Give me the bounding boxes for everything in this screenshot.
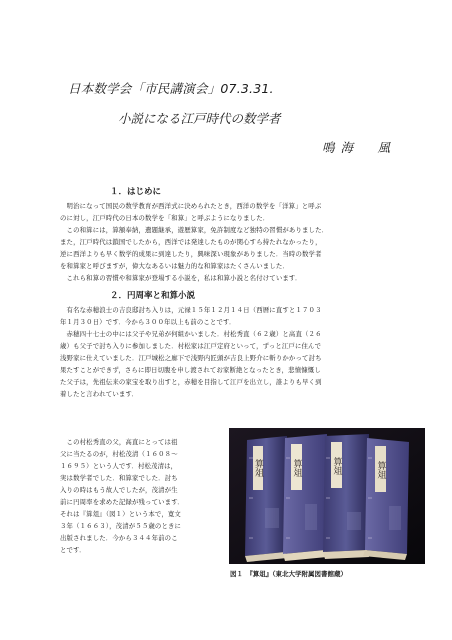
event-title: 日本数学会「市民講演会」07.3.31. bbox=[68, 81, 274, 96]
book-photo bbox=[229, 428, 425, 564]
section-1-heading: １．はじめに bbox=[110, 187, 162, 197]
text-line: 明治になって国民の数学教育が西洋式に決められたとき，西洋の数学を「洋算」と呼ぶ bbox=[60, 202, 322, 210]
text-line: この村松秀直の父，高直にとっては祖 bbox=[60, 438, 178, 446]
svg-text:算俎: 算俎 bbox=[253, 459, 263, 477]
text-line: 父に当たるのが，村松茂清（１６０８～ bbox=[60, 450, 178, 458]
text-line: １６９５）という人です．村松茂清は， bbox=[60, 462, 178, 470]
text-line: 実は数学者でした．和算家でした．討ち bbox=[60, 474, 178, 482]
text-line: 着したと言われています． bbox=[60, 390, 138, 398]
text-line: 前に円周率を求めた記録が残っています． bbox=[60, 498, 184, 506]
text-line: 歳）も父子で討ち入りに参加しました．村松家は江戸定府といって，ずっと江戸に住んで bbox=[60, 342, 322, 350]
section-2-side-text bbox=[60, 436, 184, 556]
section-2-body bbox=[60, 304, 322, 400]
text-line: 出版されました．今から３４４年前のこ bbox=[60, 534, 178, 542]
sanso-books-image bbox=[229, 428, 425, 564]
svg-text:算俎: 算俎 bbox=[331, 457, 342, 475]
text-line: た父子は，先祖伝来の家宝を取り出すと，赤穂を目指して江戸を出立し，誰よりも早く到 bbox=[60, 378, 322, 386]
lecture-title: 小説になる江戸時代の数学者 bbox=[118, 111, 281, 126]
text-line: それは『算俎』（図１）という本で，寛文 bbox=[60, 510, 181, 518]
svg-text:算俎: 算俎 bbox=[291, 459, 302, 477]
text-line: とです． bbox=[60, 546, 86, 554]
svg-text:算俎: 算俎 bbox=[375, 461, 386, 479]
text-line: これら和算の習慣や和算家が登場する小説を，私は和算小説と名付けています． bbox=[60, 274, 302, 282]
text-line: ３年（１６６３），茂清が５５歳のときに bbox=[60, 522, 182, 530]
text-line: 果たすことができず，さらに即日切腹を申し渡されてお家断絶となったとき，悲憤慷慨し bbox=[60, 366, 321, 374]
text-line: 有名な赤穂浪士の吉良邸討ち入りは，元禄１５年１２月１４日（西暦に直すと１７０３ bbox=[60, 306, 322, 314]
text-line: 浅野家に仕えていました．江戸城松之廊下で浅野内匠頭が吉良上野介に斬りかかって討ち bbox=[60, 354, 322, 362]
text-line: 逆に西洋よりも早く数学的成果に到達したり，興味深い現象がありました．当時の数学者 bbox=[60, 250, 322, 258]
text-line: を和算家と呼びますが，偉大なあるいは魅力的な和算家はたくさんいました． bbox=[60, 262, 289, 270]
section-2-heading: ２．円周率と和算小説 bbox=[110, 291, 196, 301]
figure-caption: 図１ 『算俎』（東北大学附属図書館蔵） bbox=[230, 570, 347, 578]
text-line: のに対し，江戸時代の日本の数学を「和算」と呼ぶようになりました． bbox=[60, 214, 270, 222]
section-1-body bbox=[60, 200, 328, 284]
text-line: 赤穂四十七士の中には父子や兄弟が何組かいました．村松秀直（６２歳）と高直（２６ bbox=[60, 330, 322, 338]
author-name: 鳴海 風 bbox=[322, 140, 397, 155]
text-line: 年１月３０日）です．今から３００年以上も前のことです． bbox=[60, 318, 236, 326]
text-line: また，江戸時代は鎖国でしたから，西洋では発達したものが関心すら持たれなかったり， bbox=[60, 238, 322, 246]
text-line: この和算には，算額奉納，遺題継承，遊歴算家，免許制度など独特の習慣がありました． bbox=[60, 226, 329, 234]
text-line: 入りの時はもう故人でしたが，茂清が生 bbox=[60, 486, 178, 494]
